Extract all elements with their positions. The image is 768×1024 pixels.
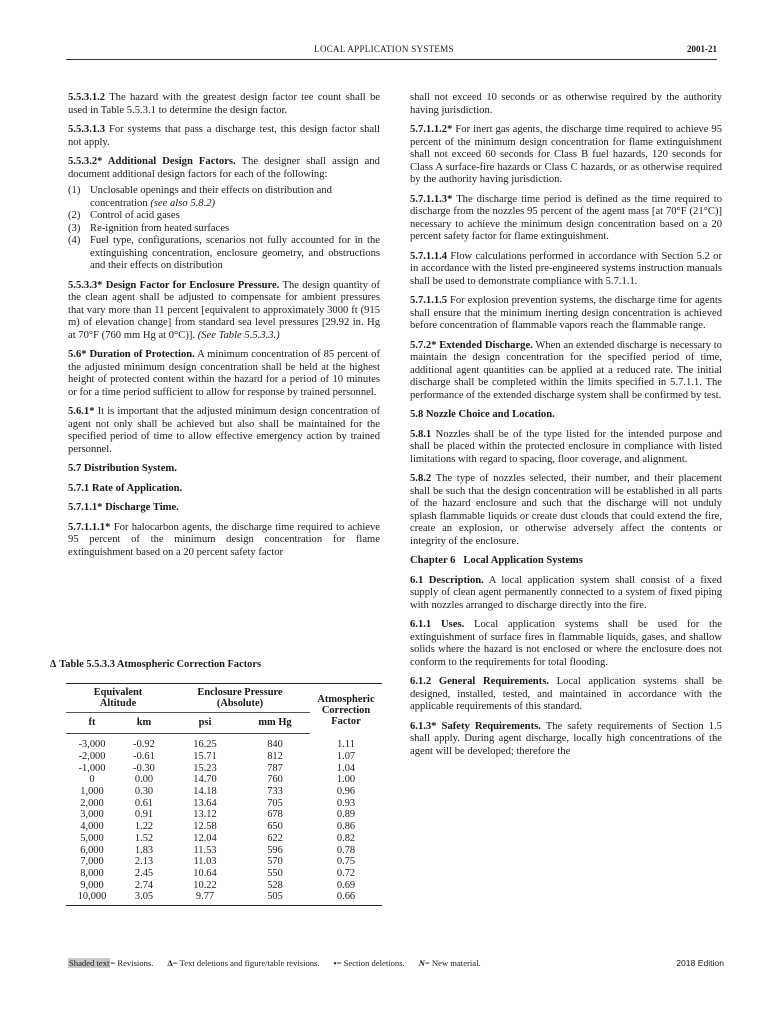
cell-factor: 1.04: [336, 762, 356, 774]
section-heading: 5.5.3.3* Design Factor for Enclosure Pressure.: [68, 279, 280, 291]
list-number: (4): [68, 235, 81, 246]
paragraph-text: Flow calculations performed in accordance with Section 5.2 or in accordance with the listed pre-engineered systems instruction manuals shall be used to demonstrate compliance with 5.7.1.1.: [410, 250, 722, 287]
header-enclosure-pressure: Enclosure Pressure (Absolute): [170, 684, 310, 713]
column-mmhg: mm Hg: [240, 713, 310, 734]
cell-factor: 0.75: [336, 856, 356, 868]
cell-ft: 2,000: [80, 797, 104, 809]
cell-km: 0.30: [134, 786, 154, 798]
cell-ft: 4,000: [80, 821, 104, 833]
list-text: [90, 185, 380, 210]
cell-ft: 3,000: [80, 809, 104, 821]
chapter-title: Chapter 6 Local Application Systems: [410, 555, 583, 566]
column-ft: ft: [66, 713, 118, 734]
cell-ft: 9,000: [80, 879, 104, 891]
paragraph-5-5-3-2: [68, 156, 380, 181]
section-heading: 5.6* Duration of Protection.: [68, 349, 195, 360]
heading-5-7-1-1: 5.7.1.1* Discharge Time.: [68, 502, 179, 513]
section-heading: 5.7.1.1.5: [410, 295, 448, 306]
paragraph-5-8-1: [410, 429, 722, 467]
paragraph-text: For halocarbon agents, the discharge time required to achieve 95 percent of the minimum design concentration for flame extinguishment based on a 20 percent safety factor: [68, 521, 380, 558]
cell-psi: 15.71: [193, 751, 217, 763]
paragraph-text: When an extended discharge is necessary to maintain the design concentration for the specified period of time, additional agent quantities can be applied at a reduced rate. The initial discharge shall be completed within the limits specified in 5.7.1.1. The performance of the extended discharge system shall be confirmed by test.: [410, 339, 722, 401]
page-number: 2001-21: [687, 44, 717, 54]
column-km: km: [118, 713, 170, 734]
cell-factor: 1.00: [336, 774, 356, 786]
cell-mmhg: 812: [267, 751, 283, 763]
right-column: [410, 92, 722, 765]
cell-factor: 0.89: [336, 809, 356, 821]
section-heading: 5.7.1.1.2*: [410, 124, 453, 135]
list-item-text: Unclosable openings and their effects on distribution and concentration: [90, 185, 332, 209]
cell-mmhg: 570: [267, 856, 283, 868]
cell-factor: 0.66: [310, 891, 382, 905]
legend-text: = New material.: [424, 958, 481, 968]
section-number: 5.5.3.1.2: [68, 92, 106, 103]
cell-factor: 0.78: [336, 844, 356, 856]
cell-mmhg: 678: [267, 809, 283, 821]
list-item: [68, 235, 380, 273]
paragraph-5-6-1: [68, 406, 380, 456]
paragraph-text: For systems that pass a discharge test, this design factor shall not apply.: [68, 124, 380, 148]
cell-psi: 11.53: [193, 844, 217, 856]
cell-mmhg: 705: [267, 797, 283, 809]
cell-ft: 6,000: [80, 844, 104, 856]
section-heading: 6.1.1 Uses.: [410, 619, 465, 630]
paragraph-text: The type of nozzles selected, their number, and their placement shall be such that the design concentration will be established in all parts of the hazard enclosure and such that the discharge will not unduly splash flammable liquids or create dust clouds that could extend the fire, create an explosion, or otherwise adversely affect the contents or integrity of the enclosure.: [410, 473, 722, 547]
table-reference-note: (See Table 5.5.3.3.): [197, 329, 280, 341]
header-atmospheric-correction: Atmospheric Correction Factor: [310, 684, 382, 734]
table-row: [66, 821, 382, 833]
list-item: [68, 185, 380, 210]
section-heading: 5.5.3.2* Additional Design Factors.: [68, 156, 236, 167]
cell-km: 1.83: [134, 844, 154, 856]
paragraph-5-7-1-1-5: [410, 295, 722, 333]
cell-mmhg: 550: [267, 867, 283, 879]
cell-psi: 10.64: [193, 867, 217, 879]
list-text: Re-ignition from heated surfaces: [90, 222, 230, 234]
cell-psi: 10.22: [193, 879, 217, 891]
cell-ft: 0: [89, 774, 95, 786]
cell-factor: 0.72: [336, 867, 356, 879]
cell-psi: 13.64: [193, 797, 217, 809]
table-row: [66, 844, 382, 856]
cell-ft: 1,000: [80, 786, 104, 798]
paragraph-text: Local application systems shall be designed, installed, tested, and maintained in accordance with the applicable requirements of this standard.: [410, 676, 722, 712]
column-psi: psi: [170, 713, 240, 734]
cell-factor: 1.07: [336, 751, 356, 763]
section-heading: 6.1.3* Safety Requirements.: [410, 720, 541, 732]
cell-km: 0.91: [134, 809, 154, 821]
paragraph-6-1-1: [410, 619, 722, 669]
cell-km: 0.61: [134, 797, 154, 809]
table-row: [66, 762, 382, 774]
paragraph-text: It is important that the adjusted minimum design concentration of agent not only shall be achieved but also shall be maintained for the specified period of time to allow effective emergency action by trained personnel.: [68, 406, 380, 455]
cell-km: 3.05: [118, 891, 170, 905]
cell-factor: 0.86: [336, 821, 356, 833]
cell-factor: 0.69: [336, 879, 356, 891]
delta-revision-icon: Δ: [50, 659, 57, 670]
cell-km: -0.30: [133, 762, 155, 774]
paragraph-6-1-2: [410, 676, 722, 714]
cell-psi: 13.12: [193, 809, 217, 821]
table-row: [66, 809, 382, 821]
cell-km: 2.45: [134, 867, 154, 879]
cell-psi: 15.23: [193, 762, 217, 774]
section-heading: 6.1 Description.: [410, 574, 484, 586]
table-row: [66, 856, 382, 868]
paragraph-text: The discharge time period is defined as the time required to discharge from the nozzles 95 percent of the agent mass [at 70°F (21°C)] necessary to achieve the minimum design concentration based on a 20 percent safety factor for flame extinguishment.: [410, 193, 722, 242]
cell-km: -0.92: [133, 739, 155, 751]
cell-psi: 11.03: [193, 856, 217, 868]
paragraph-text: Nozzles shall be of the type listed for the intended purpose and shall be placed within the protected enclosure in compliance with listed limitations with regard to spacing, floor coverage, and alignment.: [410, 428, 723, 465]
list-item: [68, 223, 380, 236]
paragraph-5-5-3-1-3: [68, 124, 380, 149]
paragraph-text: For inert gas agents, the discharge time required to achieve 95 percent of the minimum design concentration for flame extinguishment shall not exceed 60 seconds for Class B fuel hazards, 120 seconds for Class A surface-fire hazards or Class C hazards, or as otherwise required by the authority having jurisdiction.: [410, 124, 723, 185]
bullet-legend-icon: •: [333, 958, 337, 968]
cell-km: 0.00: [134, 774, 154, 786]
table-row: [66, 868, 382, 880]
paragraph-continued: shall not exceed 10 seconds or as otherwise required by the authority having jurisdiction.: [410, 92, 722, 116]
list-number: (3): [68, 222, 81, 234]
design-factors-list: [68, 185, 380, 273]
section-heading: 5.8.1: [410, 428, 432, 440]
cell-psi: 12.58: [193, 821, 217, 833]
cell-km: 1.22: [134, 821, 154, 833]
table-caption: [50, 659, 261, 670]
atmospheric-correction-table: [66, 683, 382, 906]
cell-km: -0.61: [133, 751, 155, 763]
legend-text: = Text deletions and figure/table revisions.: [172, 958, 320, 968]
paragraph-5-7-1-1-3: [410, 194, 722, 244]
heading-5-8: 5.8 Nozzle Choice and Location.: [410, 409, 555, 420]
table-row: [66, 797, 382, 809]
cell-km: 2.74: [134, 879, 154, 891]
heading-5-7-1: 5.7.1 Rate of Application.: [68, 482, 183, 494]
cell-mmhg: 650: [267, 821, 283, 833]
cell-factor: 0.82: [336, 832, 356, 844]
cell-ft: 7,000: [80, 856, 104, 868]
left-column: [68, 92, 380, 566]
cell-km: 2.13: [134, 856, 154, 868]
cell-mmhg: 787: [267, 762, 283, 774]
new-material-legend-icon: N: [418, 958, 425, 968]
legend-text: = Section deletions.: [336, 958, 405, 968]
cell-mmhg: 528: [267, 879, 283, 891]
cell-ft: -3,000: [78, 739, 106, 751]
paragraph-5-7-1-1-1: [68, 522, 380, 560]
running-header-title: LOCAL APPLICATION SYSTEMS: [314, 44, 454, 54]
cell-ft: 5,000: [80, 832, 104, 844]
cell-mmhg: 596: [267, 844, 283, 856]
shaded-text-sample: Shaded text: [69, 958, 110, 968]
section-number: 5.5.3.1.3: [68, 124, 106, 135]
cell-psi: 14.70: [193, 774, 217, 786]
cell-psi: 12.04: [193, 832, 217, 844]
table-row: [66, 774, 382, 786]
cell-km: 1.52: [134, 832, 154, 844]
paragraph-6-1: [410, 575, 722, 613]
list-item: [68, 210, 380, 223]
cell-ft: -2,000: [78, 751, 106, 763]
cell-ft: 8,000: [80, 867, 104, 879]
cell-mmhg: 622: [267, 832, 283, 844]
paragraph-text: Local application systems shall be used for the extinguishment of surface fires in flammable liquids, gases, and shallow solids where the hazard is not enclosed or where the enclosure does not conform to the requirements for total flooding.: [410, 619, 722, 668]
table-row: [66, 891, 382, 905]
table-row: [66, 879, 382, 891]
list-text: Control of acid gases: [90, 210, 180, 221]
cell-ft: 10,000: [66, 891, 118, 905]
cell-mmhg: 505: [240, 891, 310, 905]
paragraph-5-7-1-1-2: [410, 124, 722, 187]
section-heading: 5.6.1*: [68, 406, 95, 417]
section-heading: 5.8.2: [410, 473, 432, 484]
list-number: (2): [68, 210, 81, 221]
paragraph-5-7-1-1-4: [410, 251, 722, 289]
heading-5-7: 5.7 Distribution System.: [68, 463, 177, 474]
section-heading: 5.7.1.1.4: [410, 250, 448, 262]
cell-ft: -1,000: [78, 762, 106, 774]
paragraph-text: The hazard with the greatest design factor tee count shall be used in Table 5.5.3.1 to determine the design factor.: [68, 92, 380, 116]
header-rule: [66, 59, 717, 60]
section-heading: 5.7.1.1.3*: [410, 193, 453, 205]
table-row: [66, 751, 382, 763]
table-caption-text: Table 5.5.3.3 Atmospheric Correction Factors: [59, 659, 262, 670]
cell-factor: 0.96: [336, 786, 356, 798]
paragraph-text: For explosion prevention systems, the discharge time for agents shall ensure that the minimum inerting design concentration is achieved before concentration of flammable vapors reach the flammable range.: [410, 295, 723, 331]
cell-factor: 0.93: [336, 797, 356, 809]
delta-legend-icon: Δ: [167, 958, 173, 968]
list-item-note: (see also 5.8.2): [150, 197, 216, 209]
paragraph-text: The safety requirements of Section 1.5 shall apply. During agent discharge, locally high concentrations of the agent will be developed; therefore the: [410, 720, 722, 757]
table-row: [66, 833, 382, 845]
cell-mmhg: 840: [267, 739, 283, 751]
table-row: [66, 734, 382, 751]
list-text: Fuel type, configurations, scenarios not fully accounted for in the extinguishing concentration, enclosure geometry, and obstructions and their effects on distribution: [90, 235, 380, 271]
paragraph-text: A local application system shall consist of a fixed supply of clean agent permanently connected to a system of fixed piping with nozzles arranged to discharge directly into the fire.: [410, 574, 722, 611]
paragraph-5-8-2: [410, 473, 722, 548]
cell-mmhg: 760: [267, 774, 283, 786]
section-heading: 5.7.2* Extended Discharge.: [410, 339, 533, 351]
paragraph-text: The designer shall assign and document additional design factors for each of the following:: [68, 156, 380, 180]
cell-psi: 16.25: [193, 739, 217, 751]
paragraph-text: A minimum concentration of 85 percent of the adjusted minimum design concentration shall be held at the highest height of protected content within the hazard for a period of 10 minutes or for a time period sufficient to allow for response by trained personnel.: [68, 349, 380, 398]
paragraph-5-5-3-3: [68, 280, 380, 343]
cell-mmhg: 733: [267, 786, 283, 798]
section-heading: 5.7.1.1.1*: [68, 521, 111, 533]
header-equivalent-altitude: Equivalent Altitude: [66, 684, 170, 713]
table-row: [66, 786, 382, 798]
paragraph-6-1-3: [410, 721, 722, 759]
paragraph-5-6: [68, 349, 380, 399]
list-number: (1): [68, 185, 81, 196]
paragraph-5-7-2: [410, 340, 722, 403]
edition-label: 2018 Edition: [676, 958, 724, 968]
cell-psi: 9.77: [170, 891, 240, 905]
footer-legend: [68, 958, 723, 968]
legend-text: = Revisions.: [110, 958, 154, 968]
paragraph-text: The design quantity of the clean agent shall be adjusted to compensate for ambient pressures that vary more than 11 percent [equivalent to approximately 3000 ft (915 m) of elevation change] from standard sea level pressures [29.92 in. Hg at 70°F (760 mm Hg at 0°C)].: [68, 279, 380, 341]
paragraph-5-5-3-1-2: [68, 92, 380, 117]
table-body: [66, 734, 382, 906]
cell-factor: 1.11: [337, 739, 355, 751]
section-heading: 6.1.2 General Requirements.: [410, 676, 549, 687]
cell-psi: 14.18: [193, 786, 217, 798]
